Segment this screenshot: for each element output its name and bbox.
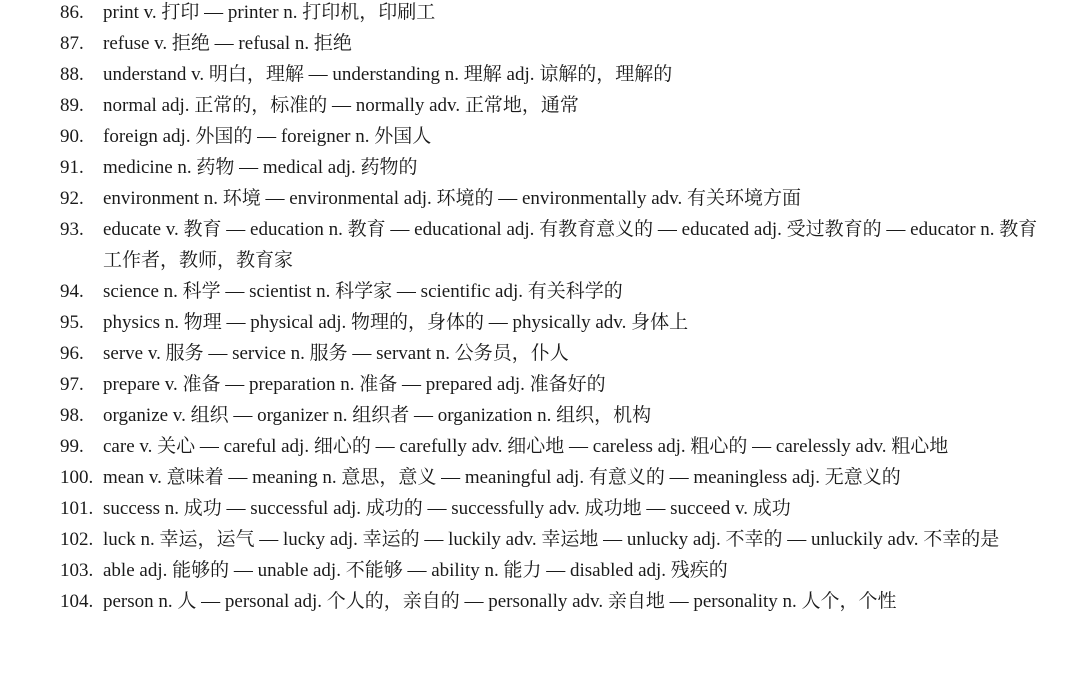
entry-number: 89. xyxy=(60,95,84,116)
entry-number: 92. xyxy=(60,188,84,209)
entry-number: 99. xyxy=(60,436,84,457)
entry-text: organize v. 组织 — organizer n. 组织者 — organization n. 组织，机构 xyxy=(103,405,652,426)
entry-text: medicine n. 药物 — medical adj. 药物的 xyxy=(103,157,418,178)
entry-text: luck n. 幸运，运气 — lucky adj. 幸运的 — luckily adv. 幸运地 — unlucky adj. 不幸的 — unluckily adv. 不幸的是 xyxy=(103,529,1000,550)
entry-text: refuse v. 拒绝 — refusal n. 拒绝 xyxy=(103,33,352,54)
entry-104 xyxy=(0,586,1071,617)
entry-101 xyxy=(0,493,1071,524)
entry-text: educate v. 教育 — education n. 教育 — educational adj. 有教育意义的 — educated adj. 受过教育的 — educator n. 教育工作者，教师，教育家 xyxy=(103,219,1038,271)
entry-number: 98. xyxy=(60,405,84,426)
entry-number: 100. xyxy=(60,467,94,488)
entry-number: 101. xyxy=(60,498,94,519)
entry-number: 91. xyxy=(60,157,84,178)
entry-89 xyxy=(0,90,1071,121)
entry-number: 90. xyxy=(60,126,84,147)
entry-number: 96. xyxy=(60,343,84,364)
entry-97 xyxy=(0,369,1071,400)
entry-96 xyxy=(0,338,1071,369)
entry-number: 95. xyxy=(60,312,84,333)
entry-90 xyxy=(0,121,1071,152)
entry-text: success n. 成功 — successful adj. 成功的 — successfully adv. 成功地 — succeed v. 成功 xyxy=(103,498,791,519)
entry-number: 93. xyxy=(60,219,84,240)
entry-text: foreign adj. 外国的 — foreigner n. 外国人 xyxy=(103,126,432,147)
entry-99 xyxy=(0,431,1071,462)
entry-number: 104. xyxy=(60,591,94,612)
entry-text: prepare v. 准备 — preparation n. 准备 — prepared adj. 准备好的 xyxy=(103,374,606,395)
entry-88 xyxy=(0,59,1071,90)
entry-98 xyxy=(0,400,1071,431)
entry-number: 88. xyxy=(60,64,84,85)
entry-91 xyxy=(0,152,1071,183)
entry-text: understand v. 明白，理解 — understanding n. 理解 adj. 谅解的，理解的 xyxy=(103,64,673,85)
entry-92 xyxy=(0,183,1071,214)
entry-number: 103. xyxy=(60,560,94,581)
entry-text: care v. 关心 — careful adj. 细心的 — carefully adv. 细心地 — careless adj. 粗心的 — carelessly adv. 粗心地 xyxy=(103,436,949,457)
entry-text: serve v. 服务 — service n. 服务 — servant n. 公务员，仆人 xyxy=(103,343,569,364)
entry-102 xyxy=(0,524,1071,555)
entry-93 xyxy=(0,214,1071,276)
entry-number: 94. xyxy=(60,281,84,302)
entry-text: mean v. 意味着 — meaning n. 意思，意义 — meaningful adj. 有意义的 — meaningless adj. 无意义的 xyxy=(103,467,901,488)
entry-94 xyxy=(0,276,1071,307)
entry-number: 86. xyxy=(60,2,84,23)
entry-103 xyxy=(0,555,1071,586)
entry-number: 87. xyxy=(60,33,84,54)
entry-text: physics n. 物理 — physical adj. 物理的，身体的 — physically adv. 身体上 xyxy=(103,312,689,333)
entry-text: environment n. 环境 — environmental adj. 环境的 — environmentally adv. 有关环境方面 xyxy=(103,188,801,209)
entry-text: print v. 打印 — printer n. 打印机，印刷工 xyxy=(103,2,436,23)
entry-86 xyxy=(0,0,1071,28)
entry-95 xyxy=(0,307,1071,338)
entry-number: 102. xyxy=(60,529,94,550)
entry-text: science n. 科学 — scientist n. 科学家 — scientific adj. 有关科学的 xyxy=(103,281,623,302)
entry-text: able adj. 能够的 — unable adj. 不能够 — ability n. 能力 — disabled adj. 残疾的 xyxy=(103,560,728,581)
entry-number: 97. xyxy=(60,374,84,395)
entry-text: person n. 人 — personal adj. 个人的，亲自的 — personally adv. 亲自地 — personality n. 人个，个性 xyxy=(103,591,897,612)
entry-100 xyxy=(0,462,1071,493)
entry-87 xyxy=(0,28,1071,59)
entry-text: normal adj. 正常的，标准的 — normally adv. 正常地，通常 xyxy=(103,95,579,116)
